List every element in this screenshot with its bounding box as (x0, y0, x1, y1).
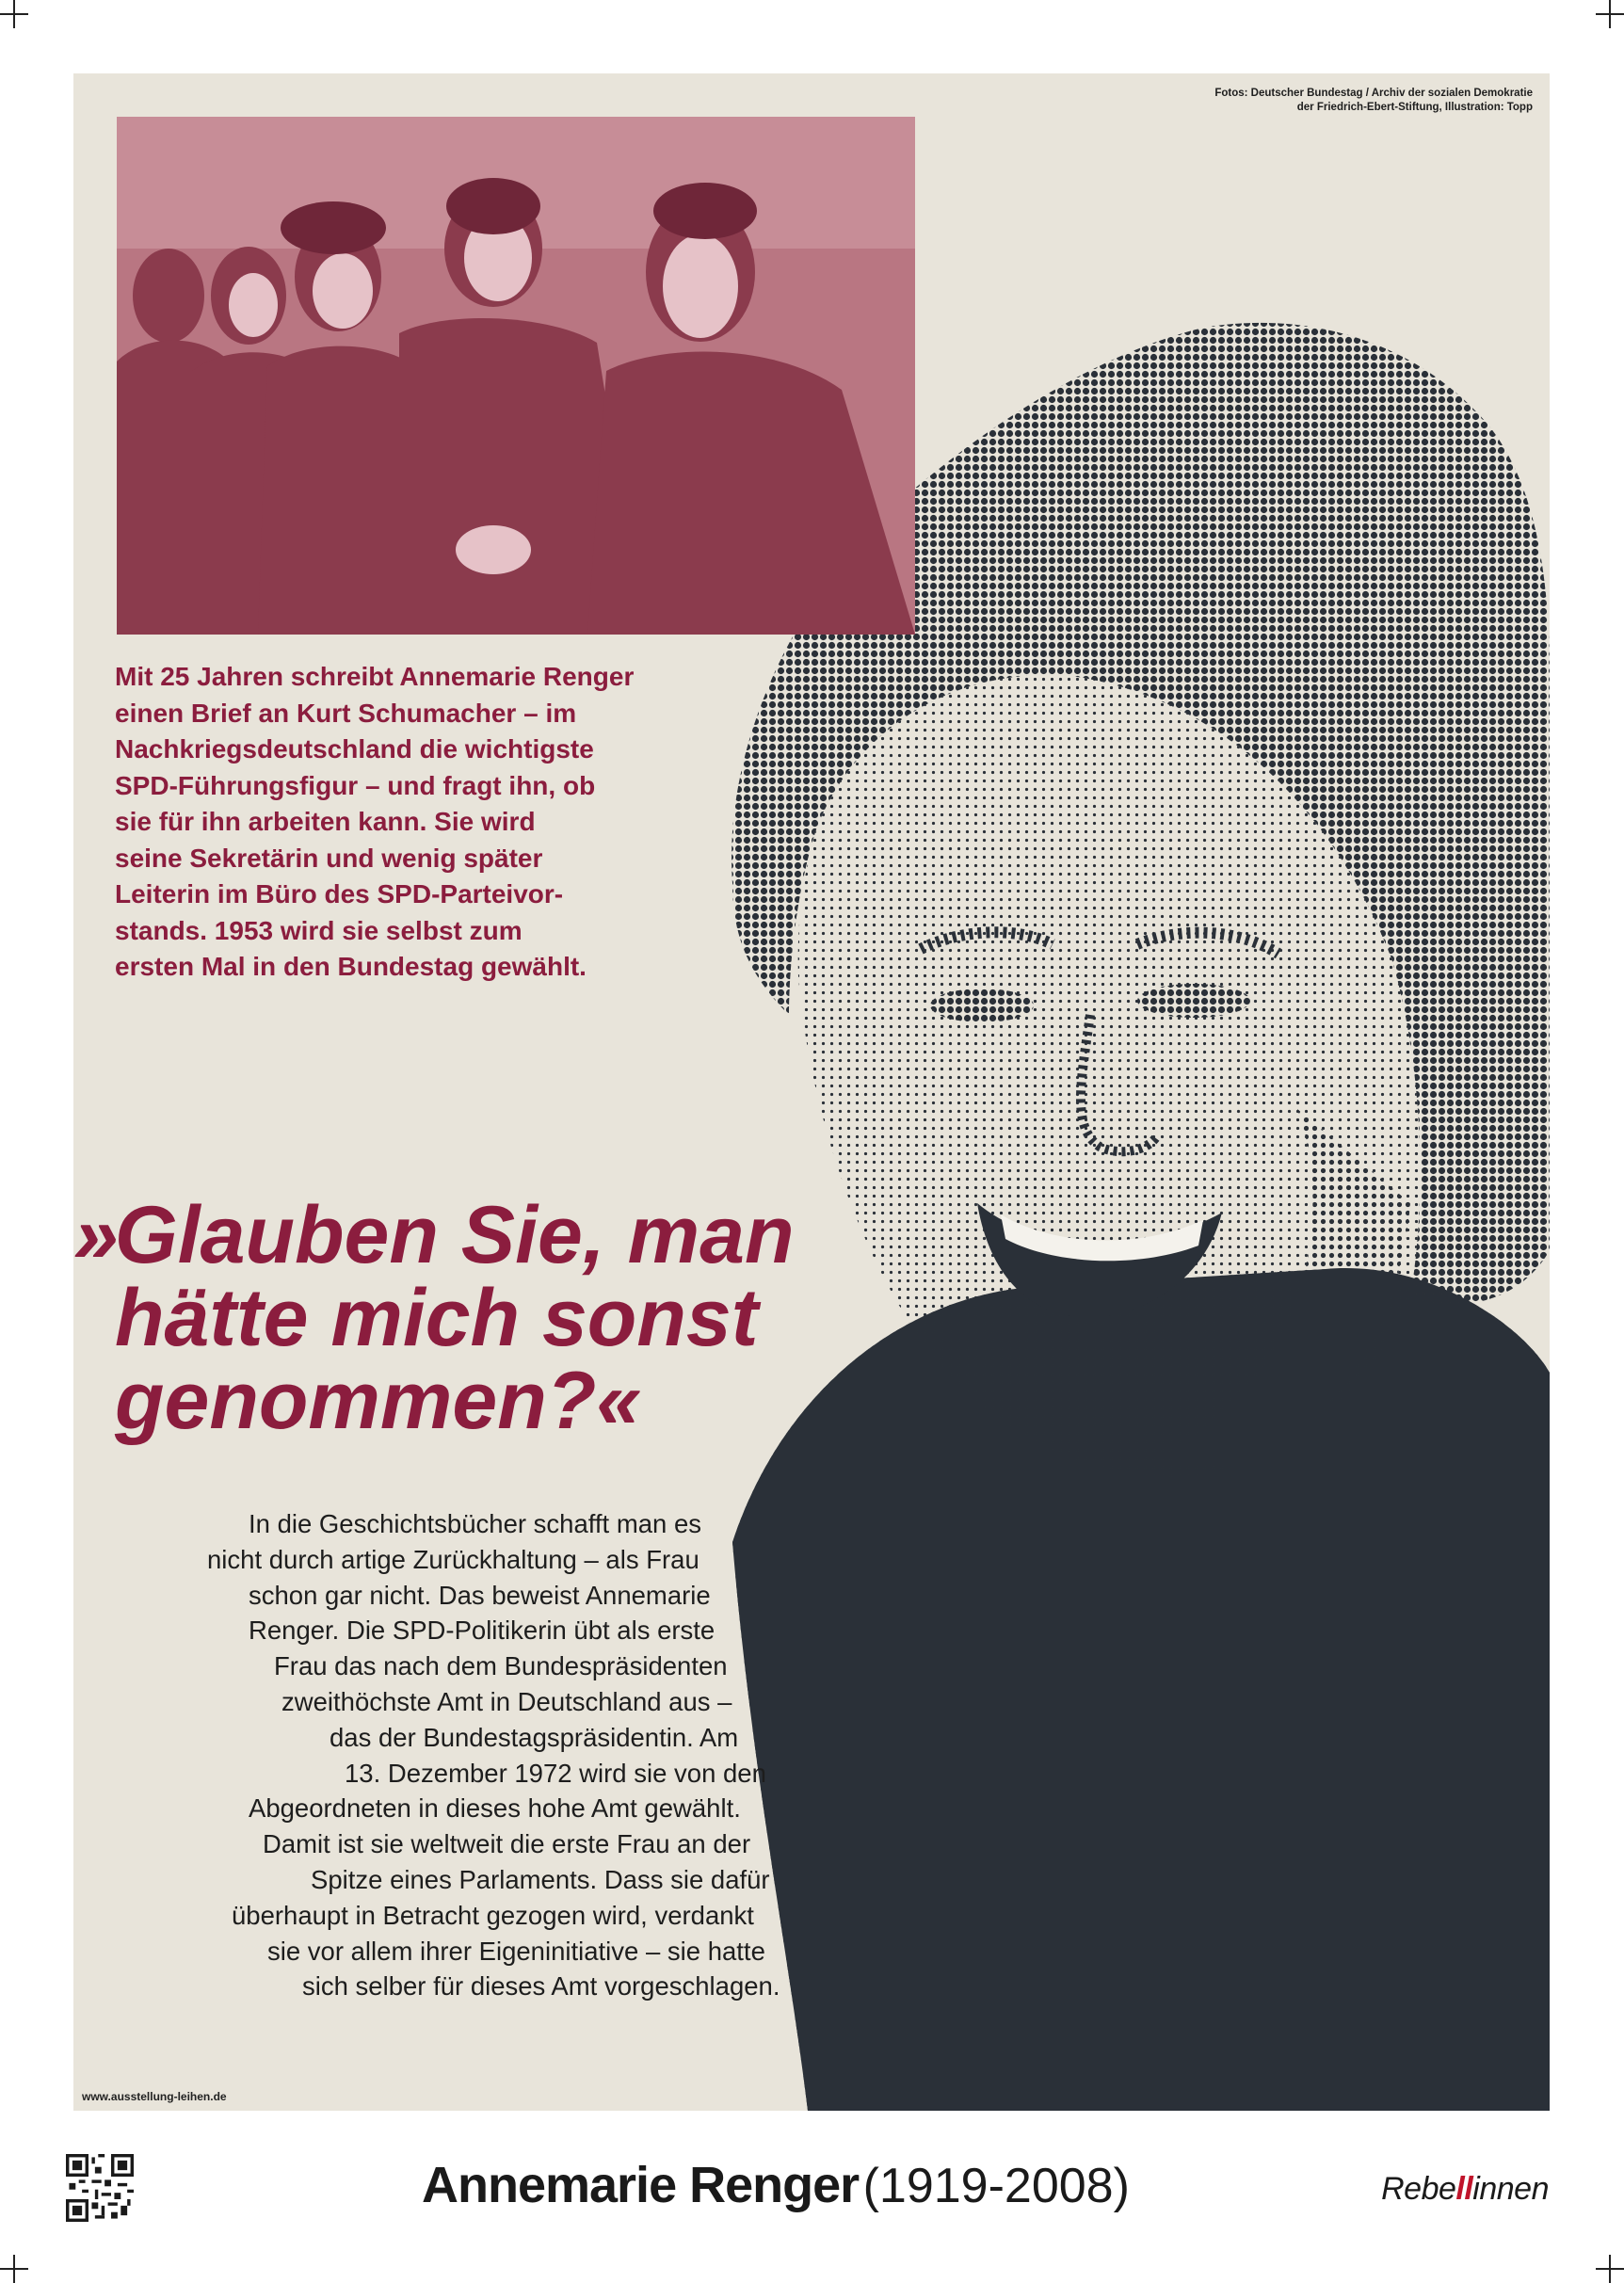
body-line: In die Geschichtsbücher schafft man es (249, 1509, 701, 1538)
photo-credits (1043, 87, 1533, 115)
logo-accent: ll (1455, 2171, 1473, 2207)
website-url: www.ausstellung-leihen.de (82, 2090, 227, 2103)
credit-line: Fotos: Deutscher Bundestag / Archiv der sozialen Demokratie (1214, 88, 1533, 99)
qr-code-icon (66, 2154, 134, 2222)
crop-mark (1609, 0, 1611, 28)
person-years: (1919-2008) (862, 2159, 1130, 2213)
intro-line: Mit 25 Jahren schreibt Annemarie Renger (115, 662, 635, 691)
poster-panel (73, 73, 1550, 2111)
footer (0, 2111, 1624, 2283)
quote-text: Glauben Sie, man (114, 1190, 795, 1280)
logo-part: innen (1472, 2171, 1549, 2207)
quote-line-3: genommen?« (115, 1356, 642, 1446)
person-name: Annemarie Renger (422, 2157, 860, 2213)
crop-mark (13, 0, 15, 28)
body-line: sie vor allem ihrer Eigeninitiative – sie hatte (267, 1936, 765, 1966)
intro-line: einen Brief an Kurt Schumacher – im (115, 698, 577, 728)
body-line: überhaupt in Betracht gezogen wird, verdankt (232, 1900, 754, 1930)
body-line: nicht durch artige Zurückhaltung – als Frau (207, 1544, 699, 1574)
body-line: Damit ist sie weltweit die erste Frau an der (263, 1829, 751, 1859)
intro-line: ersten Mal in den Bundestag gewählt. (115, 952, 587, 981)
body-paragraph (111, 1506, 808, 2004)
person-name-line (422, 2156, 1130, 2214)
quote-line-1 (73, 1190, 845, 1280)
intro-paragraph (115, 659, 642, 986)
body-line: Frau das nach dem Bundespräsidenten (274, 1651, 728, 1681)
body-line: Spitze eines Parlaments. Dass sie dafür (311, 1864, 770, 1894)
exhibition-logo (1381, 2171, 1549, 2208)
intro-line: stands. 1953 wird sie selbst zum (115, 915, 523, 945)
logo-part: Rebe (1381, 2171, 1456, 2207)
intro-line: sie für ihn arbeiten kann. Sie wird (115, 807, 536, 836)
body-line: das der Bundestagspräsidentin. Am (330, 1722, 739, 1752)
body-line: sich selber für dieses Amt vorgeschlagen. (302, 1971, 780, 2002)
body-line: schon gar nicht. Das beweist Annemarie (249, 1580, 711, 1610)
historical-photo (117, 117, 915, 635)
headline-quote (73, 1190, 845, 1446)
intro-line: Leiterin im Büro des SPD-Parteivor- (115, 879, 564, 908)
body-line: Abgeordneten in dieses hohe Amt gewählt. (249, 1793, 741, 1824)
credit-line: der Friedrich-Ebert-Stiftung, Illustration: Topp (1296, 102, 1533, 113)
intro-line: SPD-Führungsfigur – und fragt ihn, ob (115, 770, 596, 800)
intro-line: Nachkriegsdeutschland die wichtigste (115, 734, 594, 764)
quote-mark: » (73, 1190, 115, 1280)
intro-line: seine Sekretärin und wenig später (115, 843, 543, 873)
body-line: zweithöchste Amt in Deutschland aus – (281, 1686, 732, 1716)
body-line: Renger. Die SPD-Politikerin übt als erste (249, 1616, 716, 1646)
quote-line-2: hätte mich sonst (115, 1273, 759, 1363)
body-line: 13. Dezember 1972 wird sie von den (345, 1758, 766, 1788)
